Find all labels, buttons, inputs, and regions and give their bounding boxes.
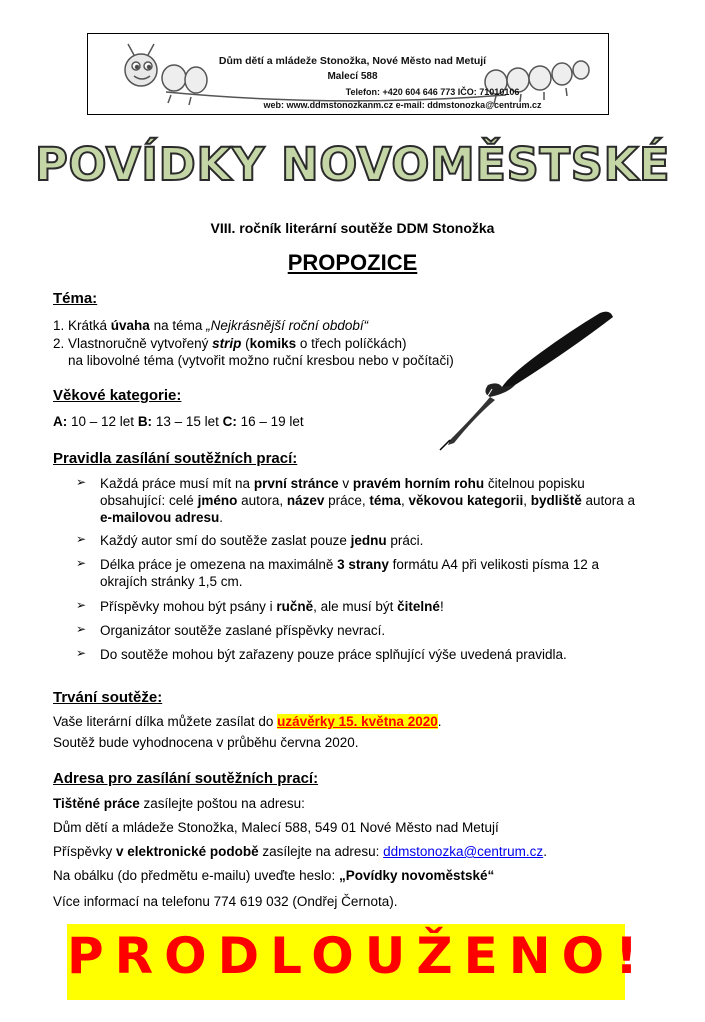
tema-item-2: 2. Vlastnoručně vytvořený strip (komiks o třech políčkách)	[53, 336, 407, 351]
rule-4: Příspěvky mohou být psány i ručně, ale musí být čitelné!	[100, 599, 444, 614]
adresa-heading: Adresa pro zasílání soutěžních prací:	[53, 770, 319, 787]
arrow-bullet-icon: ➢	[76, 475, 87, 489]
arrow-bullet-icon: ➢	[76, 556, 87, 570]
pravidla-heading: Pravidla zasílání soutěžních prací:	[53, 450, 298, 467]
subtitle: VIII. ročník literární soutěže DDM Stonožka	[210, 220, 495, 236]
rule-6: Do soutěže mohou být zařazeny pouze práce splňující výše uvedená pravidla.	[100, 647, 567, 662]
rule-3: Délka práce je omezena na maximálně 3 strany formátu A4 při velikosti písma 12 a okrajích stránky 1,5 cm.	[100, 557, 599, 589]
adresa-line-2: Dům dětí a mládeže Stonožka, Malecí 588, 549 01 Nové Město nad Metují	[53, 820, 499, 835]
rule-5: Organizátor soutěže zaslané příspěvky nevrací.	[100, 623, 386, 638]
arrow-bullet-icon: ➢	[76, 646, 87, 660]
header-phone: Telefon: +420 604 646 773 IČO: 71010106	[345, 87, 520, 97]
vek-heading: Věkové kategorie:	[53, 387, 182, 404]
tema-item-2-line2: na libovolné téma (vytvořit možno ruční kresbou nebo v počítači)	[68, 353, 454, 368]
adresa-line-5: Více informací na telefonu 774 619 032 (Ondřej Černota).	[53, 894, 398, 909]
adresa-line-3: Příspěvky v elektronické podobě zasílejte na adresu: ddmstonozka@centrum.cz.	[53, 844, 547, 859]
banner-text: PRODLOUŽENO!	[67, 927, 649, 985]
trvani-line-1: Vaše literární dílka můžete zasílat do uzávěrky 15. května 2020.	[53, 714, 442, 729]
propozice-heading: PROPOZICE	[287, 250, 418, 275]
adresa-line-4: Na obálku (do předmětu e-mailu) uveďte heslo: „Povídky novoměstské“	[53, 868, 495, 883]
trvani-heading: Trvání soutěže:	[53, 689, 163, 706]
arrow-bullet-icon: ➢	[76, 532, 87, 546]
deadline-highlight: uzávěrky 15. května 2020	[277, 714, 438, 729]
tema-item-1: 1. Krátká úvaha na téma „Nejkrásnější roční období“	[53, 318, 369, 333]
arrow-bullet-icon: ➢	[76, 598, 87, 612]
extended-banner	[67, 924, 649, 1000]
rule-1: Každá práce musí mít na první stránce v pravém horním rohu čitelnou popisku obsahující: celé jméno autora, název práce, téma, věkovou kategorii, bydliště autora a e-mailovou adresu.	[100, 476, 636, 525]
adresa-line-1: Tištěné práce zasílejte poštou na adresu:	[53, 796, 305, 811]
tema-heading: Téma:	[53, 290, 98, 307]
arrow-bullet-icon: ➢	[76, 622, 87, 636]
rule-2: Každý autor smí do soutěže zaslat pouze jednu práci.	[100, 533, 424, 548]
vek-categories: A: 10 – 12 let B: 13 – 15 let C: 16 – 19 let	[53, 414, 304, 429]
header-org: Dům dětí a mládeže Stonožka, Nové Město nad Metují	[218, 55, 487, 67]
trvani-line-2: Soutěž bude vyhodnocena v průběhu června 2020.	[53, 735, 359, 750]
header-web: web: www.ddmstonozkanm.cz e-mail: ddmstonozka@centrum.cz	[263, 100, 542, 110]
fountain-pen-icon	[420, 305, 620, 455]
main-title: POVÍDKY NOVOMĚSTSKÉ	[34, 138, 671, 191]
email-link[interactable]: ddmstonozka@centrum.cz	[383, 844, 544, 859]
header-street: Malecí 588	[327, 71, 378, 82]
